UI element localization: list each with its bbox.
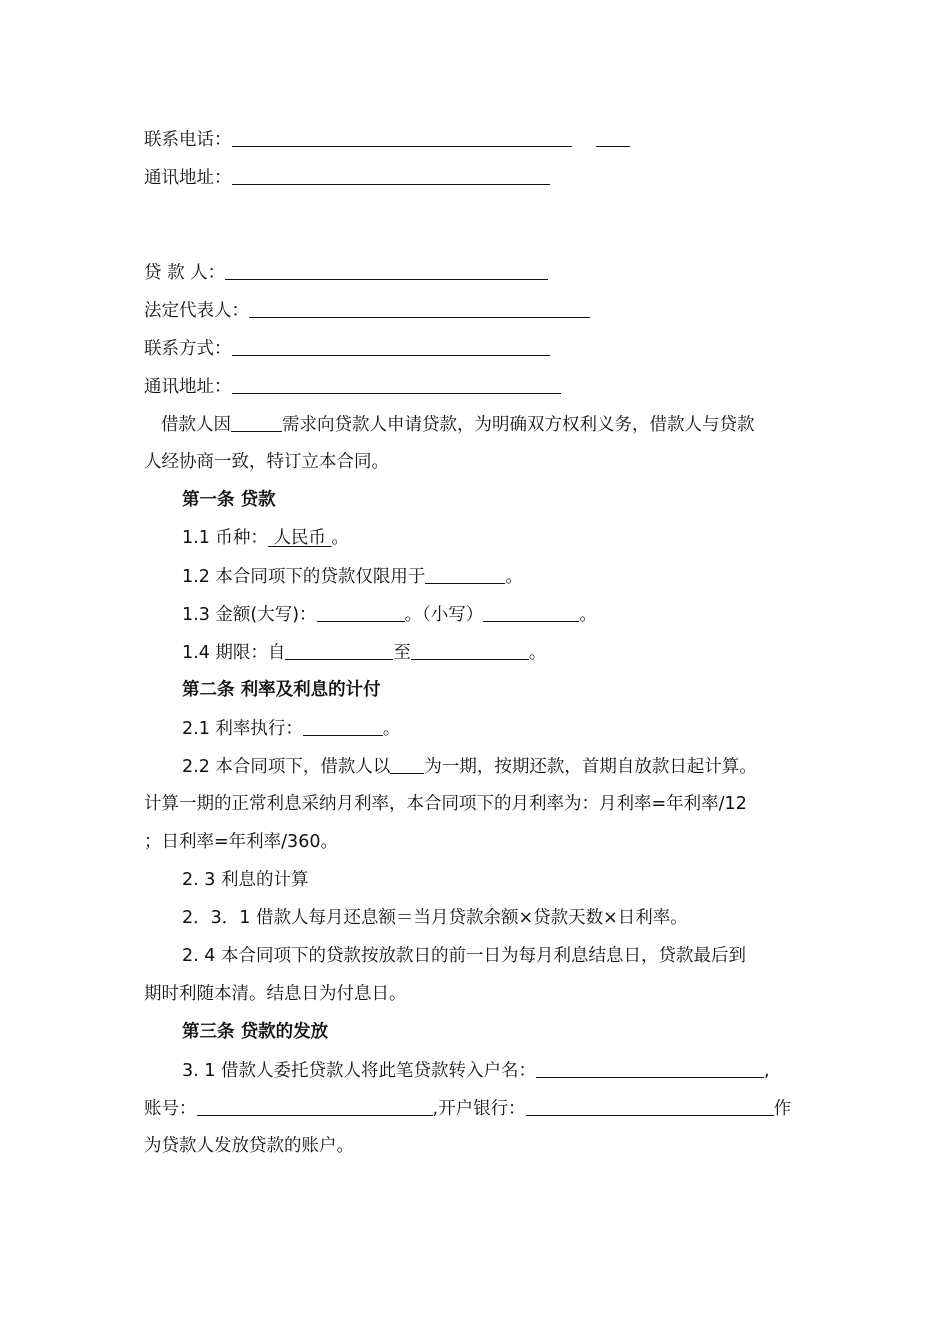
clause-2-2-line-2: 计算一期的正常利息采纳月利率，本合同项下的月利率为：月利率=年利率/12 — [144, 794, 747, 814]
term-end-blank — [411, 639, 529, 660]
term-end: 。 — [528, 643, 547, 663]
rate-label: 2.1 利率执行： — [182, 719, 303, 739]
term-label: 1.4 期限：自 — [182, 643, 286, 663]
lender-address-blank — [232, 373, 561, 394]
address-label: 通讯地址： — [144, 168, 232, 188]
amount-line — [182, 601, 597, 628]
article1-title: 第一条 贷款 — [182, 490, 276, 510]
clause-3-1-line-3: 为贷款人发放贷款的账户。 — [144, 1136, 354, 1156]
clause-2-2-text-1: 2.2 本合同项下，借款人以 — [182, 757, 391, 777]
currency-label: 1.1 币种： — [182, 528, 268, 548]
phone-blank-extra — [596, 126, 630, 147]
clause-2-2-line-1 — [182, 753, 757, 780]
lender-blank — [225, 259, 548, 280]
purpose-end: 。 — [505, 567, 523, 587]
amount-words-blank — [317, 601, 405, 622]
purpose-label: 1.2 本合同项下的贷款仅限用于 — [182, 567, 426, 587]
lender-rep-line — [144, 297, 590, 324]
period-blank — [390, 753, 424, 774]
currency-end: 。 — [331, 528, 350, 548]
lender-address-line — [144, 373, 561, 400]
phone-label: 联系电话： — [144, 130, 232, 150]
clause-3-1-end: 作 — [773, 1099, 792, 1119]
article2-title: 第二条 利率及利息的计付 — [182, 680, 381, 700]
term-mid: 至 — [393, 643, 411, 663]
rep-label: 法定代表人： — [144, 301, 249, 321]
phone-blank — [232, 126, 572, 147]
clause-3-1-line-1 — [182, 1057, 770, 1084]
lender-label: 贷 款 人： — [144, 263, 226, 283]
intro-text-2: 需求向贷款人申请贷款，为明确双方权利义务，借款人与贷款 — [282, 415, 755, 435]
intro-line-2: 人经协商一致，特订立本合同。 — [144, 452, 389, 472]
account-name-blank — [536, 1057, 764, 1078]
purpose-blank — [425, 563, 505, 584]
purpose-line — [182, 563, 523, 590]
rep-blank — [249, 297, 590, 318]
amount-figures-blank — [483, 601, 579, 622]
address-blank — [232, 164, 550, 185]
account-label: 账号： — [144, 1099, 197, 1119]
amount-mid: 。（小写） — [404, 605, 484, 625]
lender-name-line — [144, 259, 548, 286]
clause-2-4-line-1: 2. 4 本合同项下的贷款按放款日的前一日为每月利息结息日，贷款最后到 — [182, 946, 746, 966]
clause-2-3-1: 2．3．1 借款人每月还息额＝当月贷款余额×贷款天数×日利率。 — [182, 908, 688, 928]
term-start-blank — [285, 639, 393, 660]
borrower-address-line — [144, 164, 550, 191]
borrower-phone-line — [144, 126, 630, 153]
bank-blank — [526, 1095, 774, 1116]
lender-address-label: 通讯地址： — [144, 377, 232, 397]
purpose-need-blank — [231, 411, 282, 432]
account-number-blank — [197, 1095, 433, 1116]
rate-end: 。 — [382, 719, 401, 739]
intro-text-1: 借款人因 — [161, 415, 231, 435]
article3-title: 第三条 贷款的发放 — [182, 1022, 329, 1042]
rate-blank — [303, 715, 383, 736]
clause-2-2-text-2: 为一期，按期还款，首期自放款日起计算。 — [424, 757, 757, 777]
intro-line-1 — [161, 411, 755, 438]
term-line — [182, 639, 546, 666]
clause-2-2-line-3: ；日利率=年利率/360。 — [144, 832, 338, 852]
clause-3-1-comma: , — [763, 1061, 770, 1081]
amount-label: 1.3 金额(大写)： — [182, 605, 317, 625]
clause-3-1-line-2 — [144, 1095, 791, 1122]
contact-label: 联系方式： — [144, 339, 232, 359]
lender-contact-line — [144, 335, 550, 362]
contact-blank — [232, 335, 550, 356]
clause-2-3: 2. 3 利息的计算 — [182, 870, 309, 890]
clause-3-1-text: 3. 1 借款人委托贷款人将此笔贷款转入户名： — [182, 1061, 536, 1081]
rate-line — [182, 715, 400, 742]
bank-label: ,开户银行： — [432, 1099, 526, 1119]
currency-value: 人民币 — [267, 528, 332, 548]
amount-end: 。 — [579, 605, 597, 625]
clause-2-4-line-2: 期时利随本清。结息日为付息日。 — [144, 984, 407, 1004]
currency-line — [182, 525, 349, 551]
